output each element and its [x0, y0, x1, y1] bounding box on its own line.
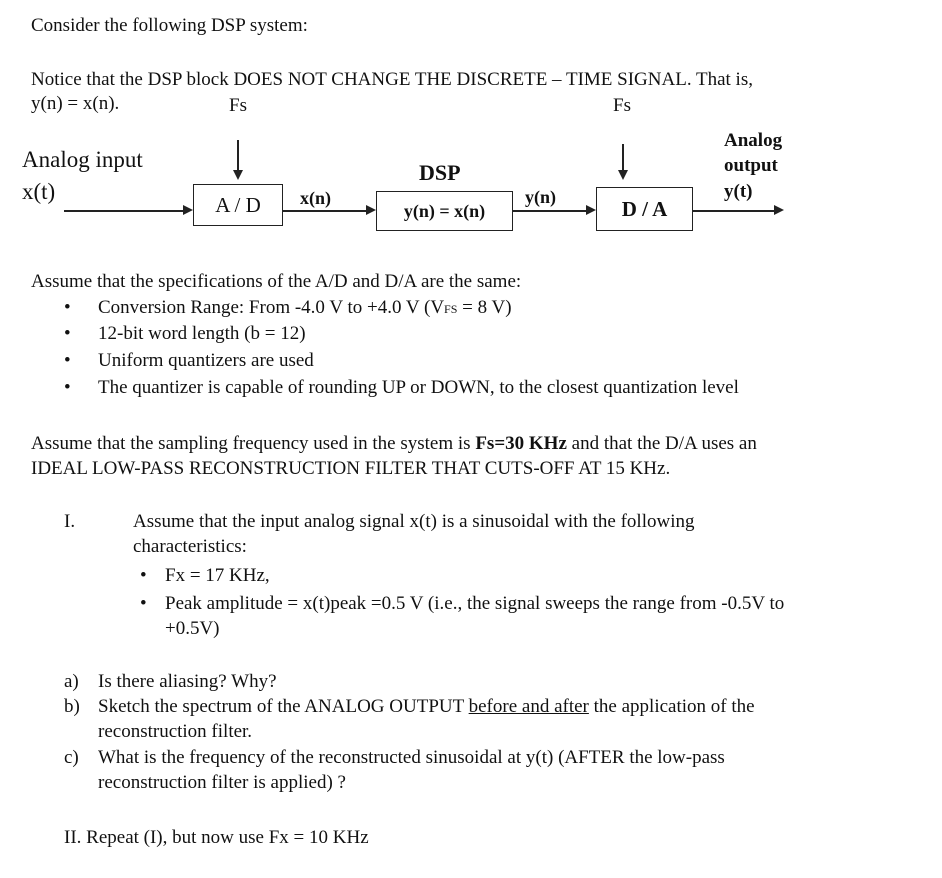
question-b-label: b) — [64, 696, 80, 717]
bullet-icon: • — [64, 377, 71, 398]
bullet-icon: • — [140, 593, 147, 614]
bullet-icon: • — [140, 565, 147, 586]
xn-line — [283, 210, 367, 212]
fs-label-right: Fs — [613, 95, 631, 116]
yn-label: y(n) — [525, 187, 556, 207]
bullet-icon: • — [64, 297, 71, 318]
part-2-text: II. Repeat (I), but now use Fx = 10 KHz — [64, 827, 369, 848]
fs-label-left: Fs — [229, 95, 247, 116]
analog-output-label-1: Analog — [724, 130, 783, 151]
dsp-title: DSP — [419, 160, 461, 185]
yn-line — [513, 210, 587, 212]
ad-converter-block — [193, 184, 283, 226]
analog-input-signal: x(t) — [22, 179, 56, 204]
notice-line-2: y(n) = x(n). — [31, 93, 120, 114]
xn-label: x(n) — [300, 188, 331, 208]
fs-right-arrow-shaft — [622, 144, 624, 170]
spec-word-length: 12-bit word length (b = 12) — [98, 323, 306, 344]
da-label: D / A — [621, 196, 668, 221]
dsp-block — [376, 191, 513, 231]
sampling-line-1: Assume that the sampling frequency used in the system is Fs=30 KHz and that the D/A uses an — [31, 433, 757, 454]
ad-label: A / D — [215, 192, 261, 217]
analog-input-label: Analog input — [22, 147, 143, 172]
question-a: Is there aliasing? Why? — [98, 671, 277, 692]
bullet-icon: • — [64, 350, 71, 371]
da-converter-block — [596, 187, 693, 231]
intro-text: Consider the following DSP system: — [31, 15, 308, 36]
question-c-line-2: reconstruction filter is applied) ? — [98, 772, 346, 793]
part-1-amplitude-line-2: +0.5V) — [165, 618, 220, 639]
analog-output-signal: y(t) — [724, 181, 753, 202]
output-line — [693, 210, 775, 212]
output-arrow-head — [774, 205, 784, 215]
yn-arrow-head — [586, 205, 596, 215]
fs-right-arrow-head — [618, 170, 628, 180]
spec-conversion-range: Conversion Range: From -4.0 V to +4.0 V (VFS = 8 V) — [98, 297, 512, 318]
dsp-box-label: y(n) = x(n) — [403, 200, 486, 221]
notice-line-1: Notice that the DSP block DOES NOT CHANGE THE DISCRETE – TIME SIGNAL. That is, — [31, 69, 753, 90]
analog-output-label-2: output — [724, 155, 778, 176]
part-1-frequency: Fx = 17 KHz, — [165, 565, 270, 586]
spec-uniform-quantizers: Uniform quantizers are used — [98, 350, 314, 371]
part-1-numeral: I. — [64, 511, 76, 532]
part-1-amplitude-line-1: Peak amplitude = x(t)peak =0.5 V (i.e., the signal sweeps the range from -0.5V to — [165, 593, 785, 614]
xn-arrow-head — [366, 205, 376, 215]
specs-intro: Assume that the specifications of the A/D and D/A are the same: — [31, 271, 522, 292]
question-a-label: a) — [64, 671, 79, 692]
spec-rounding: The quantizer is capable of rounding UP or DOWN, to the closest quantization level — [98, 377, 739, 398]
part-1-line-1: Assume that the input analog signal x(t) is a sinusoidal with the following — [133, 511, 695, 532]
part-1-line-2: characteristics: — [133, 536, 247, 557]
fs-left-arrow-shaft — [237, 140, 239, 170]
fs-left-arrow-head — [233, 170, 243, 180]
bullet-icon: • — [64, 323, 71, 344]
question-c-line-1: What is the frequency of the reconstructed sinusoidal at y(t) (AFTER the low-pass — [98, 747, 725, 768]
input-arrow-head — [183, 205, 193, 215]
sampling-line-2: IDEAL LOW-PASS RECONSTRUCTION FILTER THAT CUTS-OFF AT 15 KHz. — [31, 458, 671, 479]
question-c-label: c) — [64, 747, 79, 768]
question-b-line-1: Sketch the spectrum of the ANALOG OUTPUT before and after the application of the — [98, 696, 755, 717]
input-line — [64, 210, 184, 212]
question-b-line-2: reconstruction filter. — [98, 721, 253, 742]
